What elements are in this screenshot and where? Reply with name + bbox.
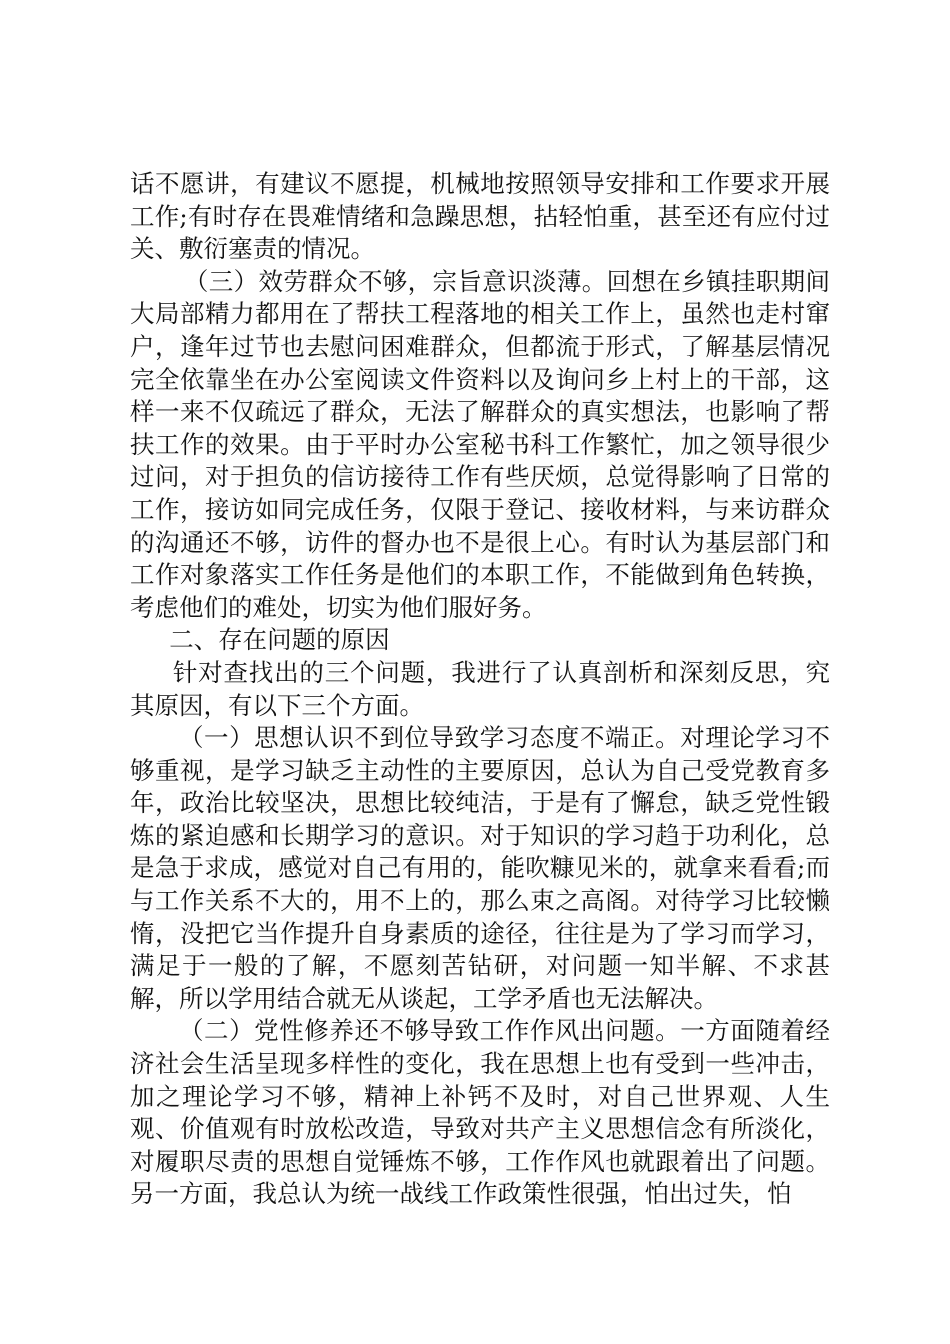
paragraph-section-three: （三）效劳群众不够，宗旨意识淡薄。回想在乡镇挂职期间大局部精力都用在了帮扶工程落地的相关工作上，虽然也走村窜户，逢年过节也去慰问困难群众，但都流于形式，了解基层情况完全依靠坐在办公室阅读文件资料以及询问乡上村上的干部，这样一来不仅疏远了群众，无法了解群众的真实想法，也影响了帮扶工作的效果。由于平时办公室秘书科工作繁忙，加之领导很少过问，对于担负的信访接待工作有些厌烦，总觉得影响了日常的工作，接访如同完成任务，仅限于登记、接收材料，与来访群众的沟通还不够，访件的督办也不是很上心。有时认为基层部门和工作对象落实工作任务是他们的本职工作，不能做到角色转换，考虑他们的难处，切实为他们服好务。	[130, 266, 830, 622]
section-heading-causes: 二、存在问题的原因	[169, 625, 390, 655]
paragraph-cause-one: （一）思想认识不到位导致学习态度不端正。对理论学习不够重视，是学习缺乏主动性的主要原因，总认为自己受党教育多年，政治比较坚决，思想比较纯洁，于是有了懈怠，缺乏党性锻炼的紧迫感和长期学习的意识。对于知识的学习趋于功利化，总是急于求成，感觉对自己有用的，能吹糠见米的，就拿来看看;而与工作关系不大的，用不上的，那么束之高阁。对待学习比较懒惰，没把它当作提升自身素质的途径，往往是为了学习而学习，满足于一般的了解，不愿刻苦钻研，对问题一知半解、不求甚解，所以学用结合就无从谈起，工学矛盾也无法解决。	[130, 723, 830, 1013]
document-body	[130, 168, 830, 1211]
paragraph-causes-intro: 针对查找出的三个问题，我进行了认真剖析和深刻反思，究其原因，有以下三个方面。	[130, 657, 830, 720]
paragraph-cause-two: （二）党性修养还不够导致工作作风出问题。一方面随着经济社会生活呈现多样性的变化，我在思想上也有受到一些冲击，加之理论学习不够，精神上补钙不及时，对自己世界观、人生观、价值观有时放松改造，导致对共产主义思想信念有所淡化，对履职尽责的思想自觉锤炼不够，工作作风也就跟着出了问题。另一方面，我总认为统一战线工作政策性很强，怕出过失，怕	[130, 1016, 830, 1209]
paragraph-continued: 话不愿讲，有建议不愿提，机械地按照领导安排和工作要求开展工作;有时存在畏难情绪和急躁思想，拈轻怕重，甚至还有应付过关、敷衍塞责的情况。	[130, 169, 830, 264]
